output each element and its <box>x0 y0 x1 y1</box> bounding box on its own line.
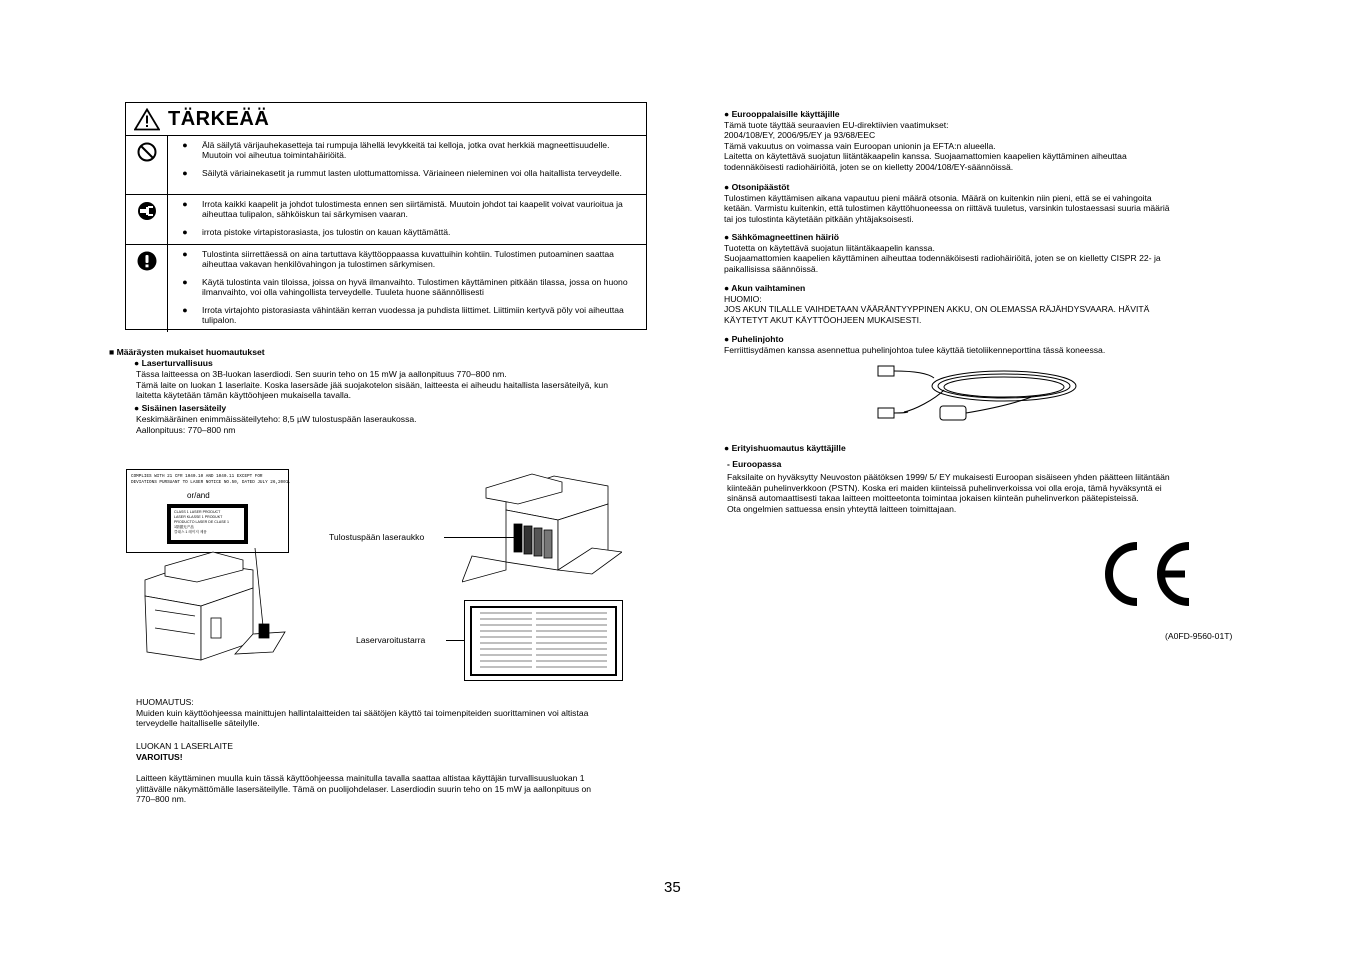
callout-line <box>444 537 522 538</box>
europe-title: - Euroopassa <box>727 459 782 469</box>
callout-laser-label: Laservaroitustarra <box>356 635 426 645</box>
unplug-icon <box>136 201 158 221</box>
printer-front-illustration <box>125 548 295 666</box>
internal-radiation-text: Keskimääräinen enimmäissäteilyteho: 8,5 µW tulostuspään laseraukossa. Aallonpituus: 770–800 nm <box>136 414 417 435</box>
internal-radiation-title: ● Sisäinen lasersäteily <box>134 403 227 413</box>
warning-item: ● irrota pistoke virtapistorasiasta, jos tulostin on kauan käyttämättä. <box>182 226 451 237</box>
laser-safety-title: ● Laserturvallisuus <box>134 358 213 368</box>
page-number: 35 <box>664 879 681 896</box>
class1-section: LUOKAN 1 LASERLAITE VAROITUS! <box>136 741 233 762</box>
prohibited-icon <box>137 142 157 162</box>
warning-item: ● Säilytä väriainekasetit ja rummut lasten ulottumattomissa. Väriaineen nieleminen voi olla haitallista terveydelle. <box>182 167 622 178</box>
ce-mark-icon <box>1093 538 1193 610</box>
callout-line <box>446 640 464 641</box>
printer-open-illustration <box>462 470 622 586</box>
warning-triangle-icon <box>134 108 160 131</box>
eu-users-section: ● Eurooppalaisille käyttäjille Tämä tuote täyttää seuraavien EU-direktiivien vaatimukset: 2004/108/EY, 2006/95/EY ja 93/68/EEC Tämä vakuutus on voimassa vain Euroopan unionin ja EFTA:n alueella. Laitetta on käytettävä suojatun liitäntäkaapelin kanssa. Suojaamattomien kaapelien käyttäminen aiheuttaa todennäköisesti radiohäiriöitä, joten se on kielletty 2004/108/EY-säännöissä. <box>724 109 1127 172</box>
phone-cord-illustration <box>874 360 1084 430</box>
warning-title: TÄRKEÄÄ <box>168 107 270 130</box>
class1-label: CLASS 1 LASER PRODUCT LASER KLASSE 1 PRODUKT PRODUCTO LASER DE CLASE 1 1類激光产品 클래스 1 레이저 제품 <box>167 504 248 544</box>
varoitus-text: Laitteen käyttäminen muulla kuin tässä käyttöohjeessa mainitulla tavalla saattaa altistaa käyttäjän turvallisuusluokan 1 ylittävälle näkymättömälle lasersäteilylle. Tämä on puolijohdelaser. Laserdiodin suurin teho on 15 mW ja aallonpituus on 770–800 nm. <box>136 773 592 805</box>
europe-text: Faksilaite on hyväksytty Neuvoston päätöksen 1999/ 5/ EY mukaisesti Euroopan sisäiseen yhden päätteen liitäntään kiinteään puhelinverkkoon (PSTN). Koska eri maiden kiinteissä puhelinverkoissa voi olla eroja, tämä hyväksyntä ei sinänsä automaattisesti takaa laitteen moitteetonta toimintaa jokaisen kiinteän puhelinverkon päätepisteissä. Ota ongelmien sattuessa ensin yhteyttä laitteen toimittajaan. <box>727 472 1170 514</box>
special-notice-title: ● Erityishuomautus käyttäjille <box>724 443 846 453</box>
warning-item: ● Älä säilytä värijauhekasetteja tai rumpuja lähellä levykkeitä tai kelloja, jotka ovat herkkiä magneettisuudelle. Muutoin voi aiheutua toimintahäiriöitä. <box>182 140 610 161</box>
battery-section: ● Akun vaihtaminen HUOMIO: JOS AKUN TILALLE VAIHDETAAN VÄÄRÄNTYYPPINEN AKKU, ON OLEMASSA RÄJÄHDYSVAARA. HÄVITÄ KÄYTETYT AKUT KÄYTTÖOHJEEN MUKAISESTI. <box>724 283 1150 325</box>
phone-cord-section: ● Puhelinjohto Ferriittisydämen kanssa asennettua puhelinjohtoa tulee käyttää tietoliikenneporttina tässä koneessa. <box>724 334 1106 355</box>
regulatory-heading: ■ Määräysten mukaiset huomautukset <box>109 347 265 357</box>
callout-laser-aperture: Tulostuspään laseraukko <box>329 532 425 542</box>
warning-row-prohibited <box>126 136 646 195</box>
warning-row-mandatory <box>126 245 646 332</box>
ozone-section: ● Otsonipäästöt Tulostimen käyttämisen aikana vapautuu pieni määrä otsonia. Määrä on kuitenkin niin pieni, että se ei vahingoita ketään. Varmistu kuitenkin, että tulostimen käyttöhuoneessa on riittävä tuuletus, varsinkin tulostaessasi suuria määriä tai jos tulostinta käytetään pitkään yhtäjaksoisesti. <box>724 182 1170 224</box>
laser-safety-text: Tässa laitteessa on 3B-luokan laserdiodi. Sen suurin teho on 15 mW ja aallonpituus 770–800 nm. Tämä laite on luokan 1 laserlaite. Koska lasersäde jää suojakotelon sisään, laitteesta ei aiheudu haitallista lasersäteilyä, kun laitetta käytetään tämän käyttöohjeen mukaisella tavalla. <box>136 369 608 401</box>
notice-section: HUOMAUTUS: Muiden kuin käyttöohjeessa mainittujen hallintalaitteiden tai säätöjen käyttö tai toimenpiteiden suorittaminen voi altistaa terveydelle haitalliselle säteilylle. <box>136 697 589 729</box>
warning-item: ● Irrota kaikki kaapelit ja johdot tulostimesta ennen sen siirtämistä. Muutoin johdot tai kaapelit voivat vaurioitua ja aiheuttaa tulipalon, sähköiskun tai särkymisen vaaran. <box>182 199 623 220</box>
warning-item: ● Irrota virtajohto pistorasiasta vähintään kerran vuodessa ja puhdista liittimet. Liittimiin kertyvä pöly voi aiheuttaa tulipalon. <box>182 304 624 326</box>
warning-row-unplug <box>126 195 646 245</box>
warning-item: ● Tulostinta siirrettäessä on aina tartuttava käyttöoppaassa kuvattuihin kohtiin. Tulostimen putoaminen saattaa aiheuttaa vakavan henkilövahingon ja tulostimen särkymisen. <box>182 249 614 270</box>
or-and-text: or/and <box>187 491 210 500</box>
compliance-label: COMPLIES WITH 21 CFR 1040.10 AND 1040.11 EXCEPT FOR DEVIATIONS PURSUANT TO LASER NOTICE NO.50, DATED JULY 26,2001. or/and CLASS 1 LASER PRODUCT LASER KLASSE 1 PRODUKT PRODUCTO LASER DE CLASE 1 1類激光产品 클래스 1 레이저 제품 <box>126 469 289 553</box>
warning-item: ● Käytä tulostinta vain tiloissa, joissa on hyvä ilmanvaihto. Tulostimen käyttäminen pitkään tilassa, jossa on huono ilmanvaihto, voi olla vahingollista terveydelle. Tuuleta huone säännöllisesti <box>182 276 628 298</box>
emi-section: ● Sähkömagneettinen häiriö Tuotetta on käytettävä suojatun liitäntäkaapelin kanssa. Suojaamattomien kaapelien käyttäminen aiheuttaa todennäköisesti radiohäiriöitä, joten se on kielletty CISPR 22- ja paikallisissa säännöissä. <box>724 232 1161 274</box>
mandatory-icon <box>137 251 157 271</box>
warning-header <box>126 103 646 136</box>
document-code: (A0FD-9560-01T) <box>1165 631 1233 641</box>
laser-warning-sticker <box>464 600 623 681</box>
important-warning-box <box>125 102 647 330</box>
